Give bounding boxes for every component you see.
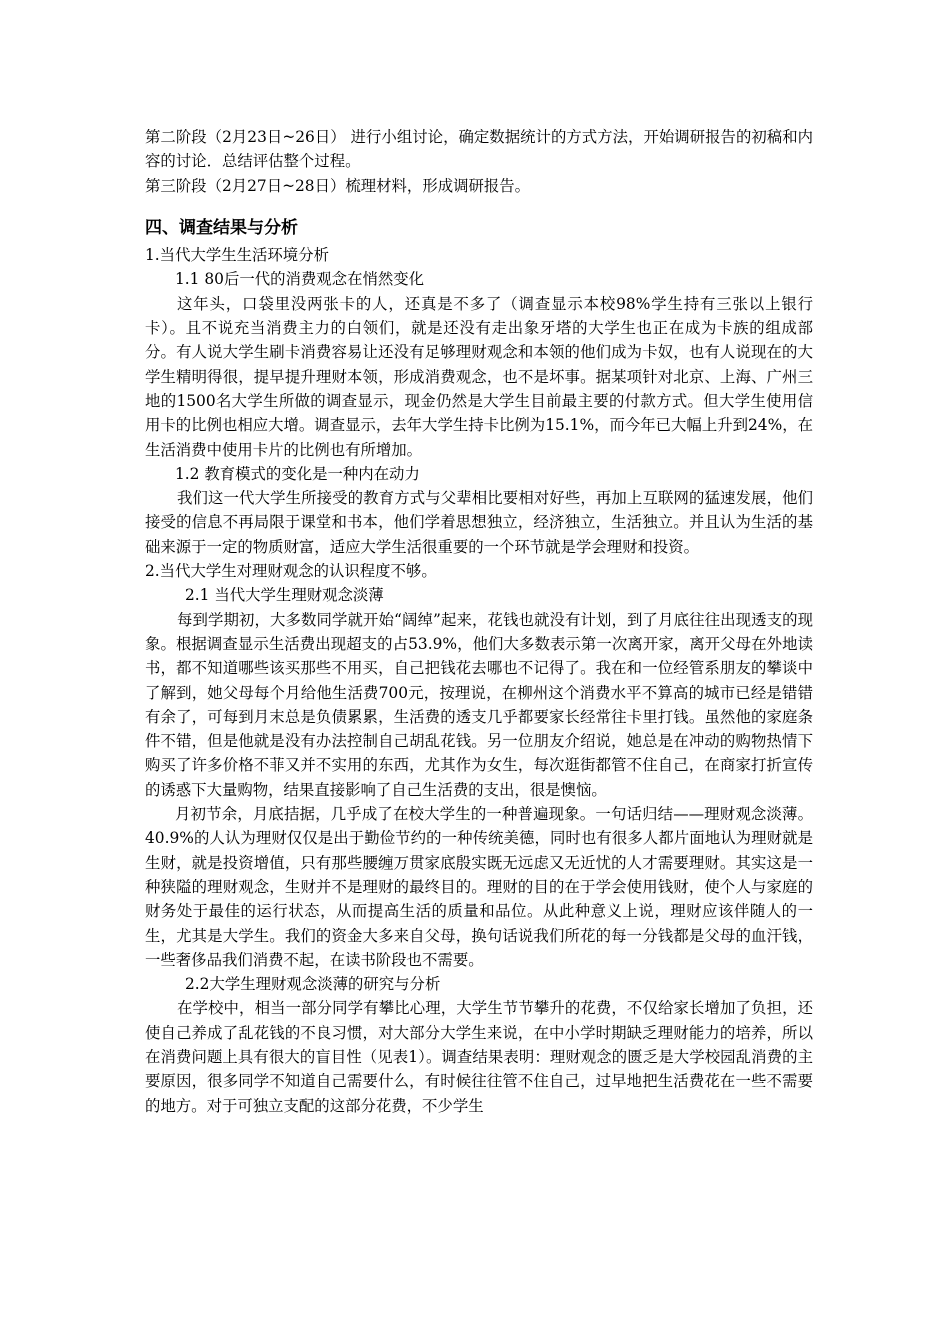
section2-1-body-2: 月初节余，月底拮据，几乎成了在校大学生的一种普遍现象。一句话归结——理财观念淡薄。40.9%的人认为理财仅仅是出于勤俭节约的一种传统美德，同时也有很多人都片面地认为理财就是生财，就是投资增值，只有那些腰缠万贯家底殷实既无远虑又无近忧的人才需要理财。其实这是一种狭隘的理财观念，生财并不是理财的最终目的。理财的目的在于学会使用钱财，使个人与家庭的财务处于最佳的运行状态，从而提高生活的质量和品位。从此种意义上说，理财应该伴随人的一生，尤其是大学生。我们的资金大多来自父母，换句话说我们所花的每一分钱都是父母的血汗钱，一些奢侈品我们消费不起，在读书阶段也不需要。: [145, 805, 813, 969]
section2-title: 2.当代大学生对理财观念的认识程度不够。: [145, 562, 437, 581]
section2-1-title: 2.1 当代大学生理财观念淡薄: [185, 586, 384, 605]
document-page: [145, 125, 813, 1118]
section1-title: 1.当代大学生生活环境分析: [145, 246, 329, 265]
section1-1-title: 1.1 80后一代的消费观念在悄然变化: [175, 270, 425, 289]
section2-2-title: 2.2大学生理财观念淡薄的研究与分析: [185, 975, 441, 994]
stage3-paragraph: 第三阶段（2月27日~28日）梳理材料，形成调研报告。: [145, 176, 531, 195]
section1-2-body: 我们这一代大学生所接受的教育方式与父辈相比要相对好些，再加上互联网的猛速发展，他们接受的信息不再局限于课堂和书本，他们学着思想独立，经济独立，生活独立。并且认为生活的基础来源于一定的物质财富，适应大学生活很重要的一个环节就是学会理财和投资。: [145, 489, 813, 556]
section1-1-body: 这年头，口袋里没两张卡的人，还真是不多了（调查显示本校98%学生持有三张以上银行卡）。且不说充当消费主力的白领们，就是还没有走出象牙塔的大学生也正在成为卡族的组成部分。有人说大学生刷卡消费容易让还没有足够理财观念和本领的他们成为卡奴，也有人说现在的大学生精明得很，提早提升理财本领，形成消费观念，也不是坏事。据某项针对北京、上海、广州三地的1500名大学生所做的调查显示，现金仍然是大学生目前最主要的付款方式。但大学生使用信用卡的比例也相应大增。调查显示，去年大学生持卡比例为15.1%，而今年已大幅上升到24%，在生活消费中使用卡片的比例也有所增加。: [145, 294, 813, 459]
section2-2-body: 在学校中，相当一部分同学有攀比心理，大学生节节攀升的花费，不仅给家长增加了负担，还使自己养成了乱花钱的不良习惯，对大部分大学生来说，在中小学时期缺乏理财能力的培养，所以在消费问题上具有很大的盲目性（见表1）。调查结果表明：理财观念的匮乏是大学校园乱消费的主要原因，很多同学不知道自己需要什么，有时候往往管不住自己，过早地把生活费花在一些不需要的地方。对于可独立支配的这部分花费，不少学生: [145, 999, 813, 1115]
section1-2-title: 1.2 教育模式的变化是一种内在动力: [175, 464, 420, 483]
stage2-paragraph: 第二阶段（2月23日~26日） 进行小组讨论，确定数据统计的方式方法，开始调研报告的初稿和内容的讨论．总结评估整个过程。: [145, 128, 813, 171]
section4-heading: 四、调查结果与分析: [145, 217, 298, 238]
section2-1-body-1: 每到学期初，大多数同学就开始“阔绰”起来，花钱也就没有计划，到了月底往往出现透支的现象。根据调查显示生活费出现超支的占53.9%，他们大多数表示第一次离开家，离开父母在外地读书，都不知道哪些该买那些不用买，自己把钱花去哪也不记得了。我在和一位经管系朋友的攀谈中了解到，她父母每个月给他生活费700元，按理说，在柳州这个消费水平不算高的城市已经是错错有余了，可每到月末总是负债累累，生活费的透支几乎都要家长经常往卡里打钱。虽然他的家庭条件不错，但是他就是没有办法控制自己胡乱花钱。另一位朋友介绍说，她总是在冲动的购物热情下购买了许多价格不菲又并不实用的东西，尤其作为女生，每次逛街都管不住自己，在商家打折宣传的诱惑下大量购物，结果直接影响了自己生活费的支出，很是懊恼。: [145, 610, 813, 799]
